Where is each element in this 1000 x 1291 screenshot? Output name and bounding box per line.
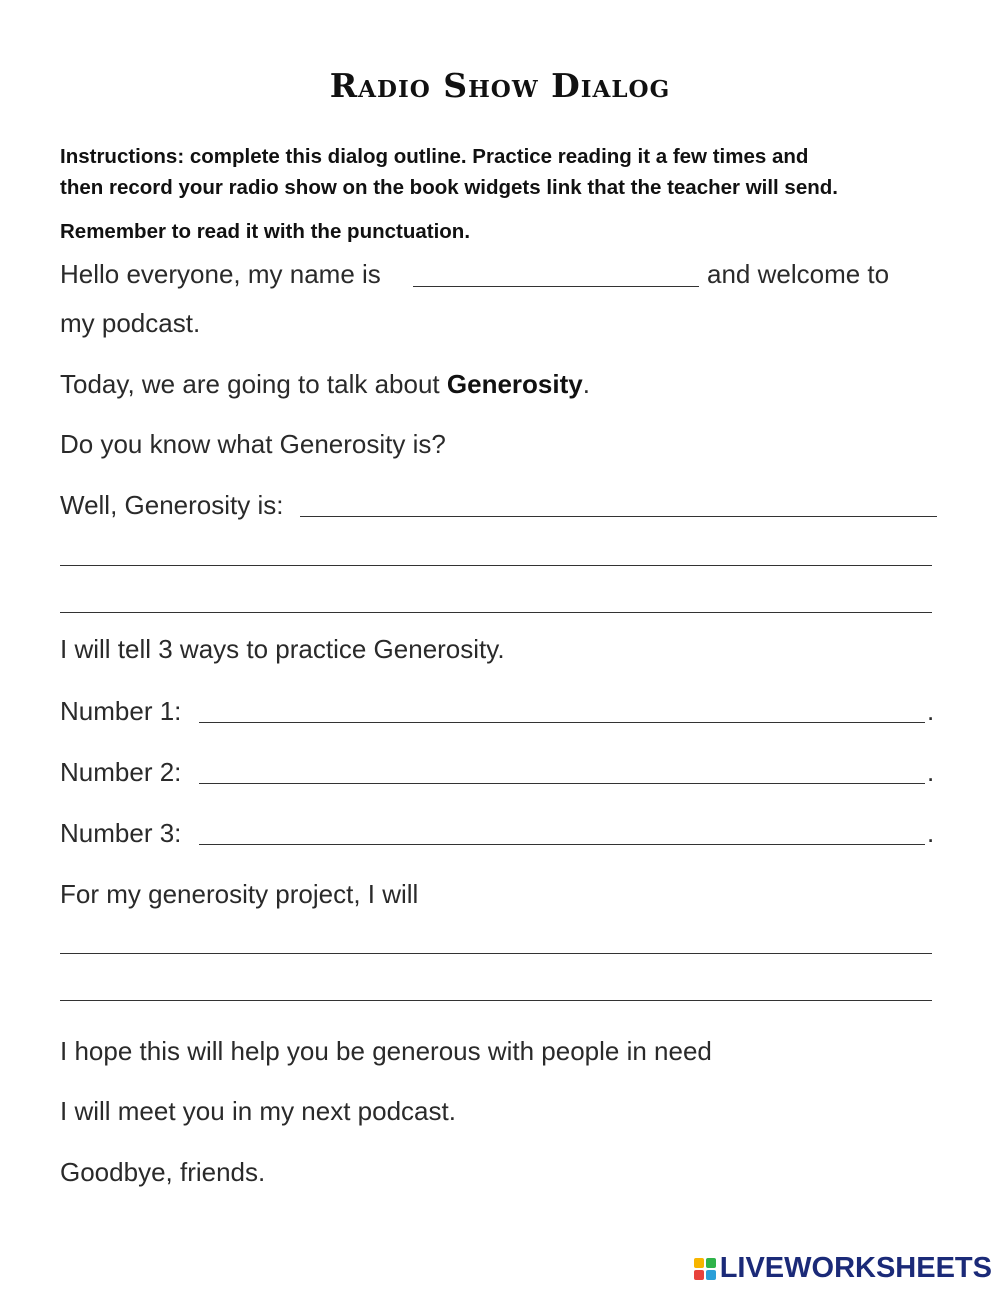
project-line: For my generosity project, I will [60, 879, 419, 909]
topic-line [60, 369, 590, 399]
liveworksheets-logo [694, 1252, 992, 1285]
topic-prefix: Today, we are going to talk about [60, 369, 447, 399]
goodbye-line: Goodbye, friends. [60, 1157, 266, 1187]
instructions-line-1: Instructions: complete this dialog outline. Practice reading it a few times and [60, 145, 809, 168]
logo-blocks-icon [694, 1258, 716, 1280]
number-2-blank[interactable] [199, 783, 925, 784]
topic-suffix: . [582, 369, 590, 399]
logo-block-3 [694, 1270, 704, 1280]
instructions-line-2: then record your radio show on the book widgets link that the teacher will send. [60, 176, 838, 199]
number-3-blank[interactable] [199, 844, 925, 845]
intro-text-b: and welcome to [707, 259, 890, 289]
logo-block-4 [706, 1270, 716, 1280]
logo-block-1 [694, 1258, 704, 1268]
ways-intro-line: I will tell 3 ways to practice Generosity. [60, 634, 505, 664]
page-title: Radio Show Dialog [329, 66, 671, 105]
definition-blank-3[interactable] [60, 612, 932, 613]
name-blank[interactable] [413, 286, 699, 287]
number-3-period: . [927, 818, 935, 848]
project-blank-1[interactable] [60, 953, 932, 954]
number-1-period: . [927, 696, 935, 726]
project-blank-2[interactable] [60, 1000, 932, 1001]
meet-line: I will meet you in my next podcast. [60, 1096, 456, 1126]
logo-text: LIVEWORKSHEETS [719, 1252, 992, 1284]
definition-blank-2[interactable] [60, 565, 932, 566]
intro-text-c: my podcast. [60, 308, 201, 338]
logo-block-2 [706, 1258, 716, 1268]
hope-line: I hope this will help you be generous with people in need [60, 1036, 712, 1066]
number-2-period: . [927, 757, 935, 787]
definition-label: Well, Generosity is: [60, 490, 284, 520]
number-1-blank[interactable] [199, 722, 925, 723]
intro-text-a: Hello everyone, my name is [60, 259, 381, 289]
topic-bold: Generosity [446, 369, 583, 399]
number-2-label: Number 2: [60, 757, 182, 787]
number-1-label: Number 1: [60, 696, 182, 726]
instructions-line-3: Remember to read it with the punctuation. [60, 220, 471, 243]
number-3-label: Number 3: [60, 818, 182, 848]
definition-blank-1[interactable] [300, 516, 937, 517]
question-line: Do you know what Generosity is? [60, 429, 446, 459]
